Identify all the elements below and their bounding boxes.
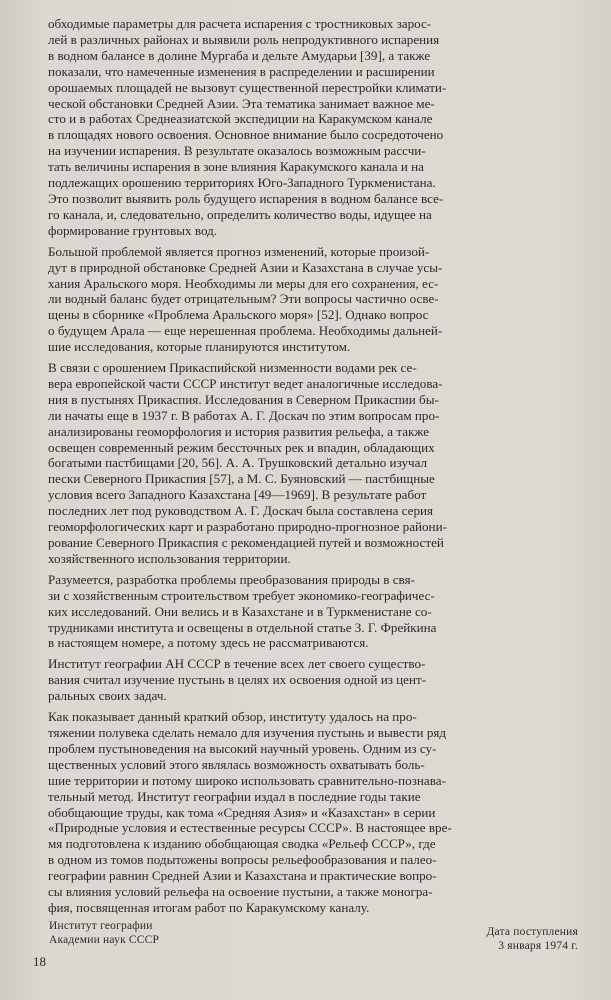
received-date: Дата поступления 3 января 1974 г. xyxy=(486,926,578,952)
author-affiliation: Институт географии Академии наук СССР xyxy=(49,920,160,946)
paragraph-evaporation-studies: обходимые параметры для расчета испарения с тростниковых зарос- лей в различных районах и выявили роль непродуктивного испарения в водном балансе в долине Мургаба и дельте Амударьи [39], а также показали, что намеченные изменения в распределении и расширении орошаемых площадей не вызовут существенной перестройки климати- ческой обстановки Средней Азии. Эта тематика занимает важное ме- сто и в работах Среднеазиатской экспедиции на Каракумском канале в площадях нового освоения. Основное внимание было сосредоточено на изучении испарения. В результате оказалось возможным рассчи- тать величины испарения в зоне влияния Каракумского канала и на подлежащих орошению территориях Юго-Западного Туркменистана. Это позволит выявить роль будущего испарения в водном балансе все- го канала, и, следовательно, определить количество воды, идущее на формирование грунтовых вод. xyxy=(48,16,447,238)
page-body-text xyxy=(48,16,584,921)
paragraph-institute-desert-studies: Институт географии АН СССР в течение всех лет своего существо- вания считал изучение пустынь в целях их освоения одной из цент- ральных своих задач. xyxy=(48,656,427,704)
paragraph-conclusion-overview: Как показывает данный краткий обзор, институту удалось на про- тяжении полувека сделать немало для изучения пустынь и вывести ряд проблем пустыноведения на высокий научный уровень. Одним из су- щественных условий этого являлась возможность охватывать боль- шие территории и потому широко использовать сравнительно-познава- тельный метод. Институт географии издал в последние годы такие обобщающие труды, как тома «Средняя Азия» и «Казахстан» в серии «Природные условия и естественные ресурсы СССР». В настоящее вре- мя подготовлена к изданию обобщающая сводка «Рельеф СССР», где в одном из томов подытожены вопросы рельефообразования и палео- географии равнин Средней Азии и Казахстана и практические вопро- сы влияния условий рельефа на освоение пустыни, а также моногра- фия, посвященная итогам работ по Каракумскому каналу. xyxy=(48,709,452,915)
paragraph-aral-sea-problem: Большой проблемой является прогноз изменений, которые произой- дут в природной обстановке Средней Азии и Казахстана в случае усы- хания Аральского моря. Необходимы ли меры для его сохранения, ес- ли водный баланс будет отрицательным? Эти вопросы частично осве- щены в сборнике «Проблема Аральского моря» [52]. Однако вопрос о будущем Арала — еще нерешенная проблема. Необходимы дальней- шие исследования, которые планируются институтом. xyxy=(48,243,443,355)
page-footer xyxy=(0,920,611,980)
paragraph-caspian-lowland: В связи с орошением Прикаспийской низменности водами рек се- вера европейской части СССР институт ведет аналогичные исследова- ния в пустынях Прикаспия. Исследования в Северном Прикаспии бы- ли начаты еще в 1937 г. В работах А. Г. Доскач по этим вопросам про- анализированы геоморфология и история развития рельефа, а также освещен современный режим бессточных рек и впадин, обладающих богатыми пастбищами [20, 56]. А. А. Трушковский детально изучал пески Северного Прикаспия [57], а М. С. Буяновский — пастбищные условия всего Западного Казахстана [49—1969]. В результате работ последних лет под руководством А. Г. Доскач была составлена серия геоморфологических карт и разработано природно-прогнозное райони- рование Северного Прикаспия с рекомендацией путей и возможностей хозяйственного использования территории. xyxy=(48,360,447,566)
paragraph-economic-geography: Разумеется, разработка проблемы преобразования природы в свя- зи с хозяйственным строительством требует экономико-географичес- ких исследований. Они велись и в Казахстане и в Туркменистане со- трудниками института и освещены в отдельной статье З. Г. Фрейкина в настоящем номере, а потому здесь не рассматриваются. xyxy=(48,571,437,651)
page-number: 18 xyxy=(33,954,46,969)
